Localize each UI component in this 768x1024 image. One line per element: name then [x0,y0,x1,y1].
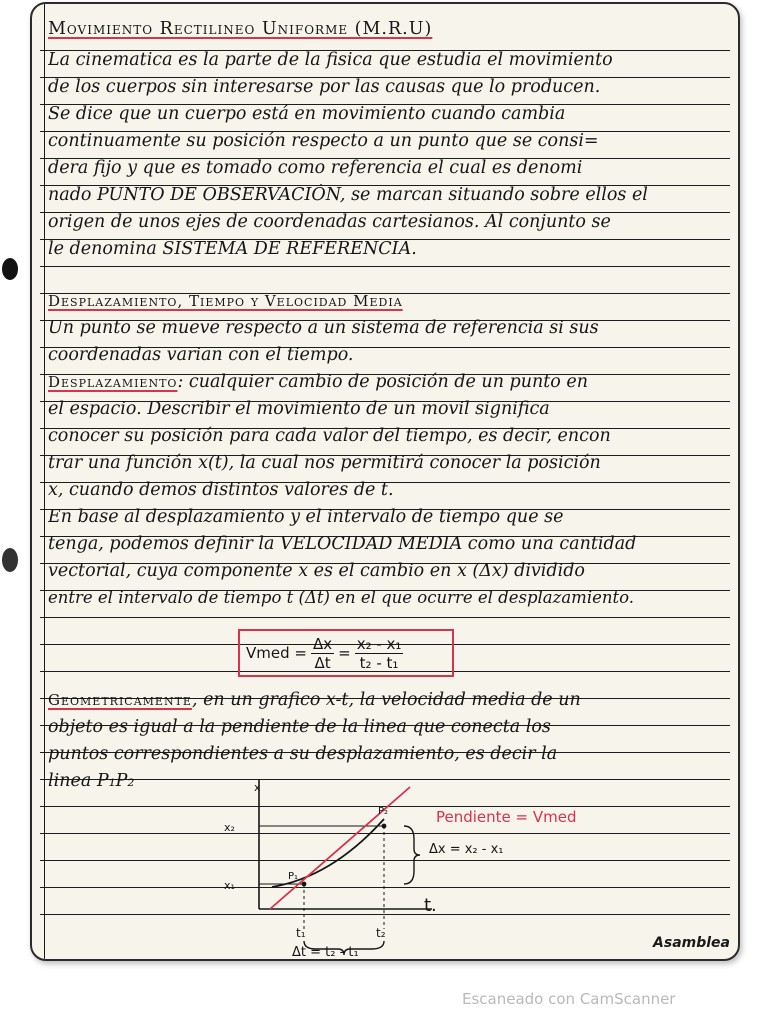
text-line: nado PUNTO DE OBSERVACIÓN, se marcan situando sobre ellos el [48,185,648,205]
text-line [48,689,732,711]
section-heading-text: Desplazamiento, Tiempo y Velocidad Media [48,292,403,310]
title-text: Movimiento Rectilineo Uniforme (M.R.U) [48,19,433,39]
term-desplazamiento: Desplazamiento [48,373,178,391]
p2-label: P₂ [378,806,389,817]
text-line: vectorial, cuya componente x es el cambio en x (Δx) dividido [48,561,585,581]
page-title [48,18,732,40]
formula-frac2-num: x₂ - x₁ [356,634,402,653]
formula-fraction-1 [311,635,334,672]
formula-fraction-2 [355,635,404,672]
text-line: objeto es igual a la pendiente de la linea que conecta los [48,717,551,737]
binder-hole-middle [2,548,18,572]
x2-label: x₂ [224,821,235,834]
t2-label: t₂ [376,926,386,940]
notebook-page [30,2,740,961]
position-time-graph [32,769,738,961]
x-axis-label: t. [424,895,437,916]
scanner-watermark: Escaneado con CamScanner [462,990,676,1008]
formula-equals: = [338,644,351,662]
text-line: conocer su posición para cada valor del tiempo, es decir, encon [48,426,611,446]
text-line: x, cuando demos distintos valores de t. [48,480,394,500]
brand-logo: Asamblea [653,935,730,951]
text-line: En base al desplazamiento y el intervalo de tiempo que se [48,507,564,527]
text-line: entre el intervalo de tiempo t (Δt) en el que ocurre el desplazamiento. [48,588,635,607]
text-line: Se dice que un cuerpo está en movimiento cuando cambia [48,104,566,124]
ruled-line [40,617,730,618]
dx-brace [404,826,420,884]
y-axis-label: x [254,781,261,794]
point-p2 [382,824,387,829]
section-heading [48,290,732,312]
binder-hole-top [2,258,18,280]
text-line: el espacio. Describir el movimiento de un movil significa [48,399,550,419]
text-fragment: : cualquier cambio de posición de un punto en [177,372,589,392]
text-line: tenga, podemos definir la VELOCIDAD MEDIA como una cantidad [48,534,637,554]
text-line [48,371,732,393]
dt-label: Δt = t₂ - t₁ [292,945,359,960]
dx-label: Δx = x₂ - x₁ [429,842,504,857]
secant-line [270,787,410,909]
text-line: linea P₁P₂ [48,771,135,791]
p1-label: P₁ [288,871,299,882]
formula-box [238,629,454,677]
t1-label: t₁ [296,926,306,940]
text-line: le denomina SISTEMA DE REFERENCIA. [48,239,417,259]
text-line: puntos correspondientes a su desplazamiento, es decir la [48,744,558,764]
text-line: origen de unos ejes de coordenadas cartesianos. Al conjunto se [48,212,611,232]
text-line: coordenadas varian con el tiempo. [48,345,354,365]
text-line: La cinematica es la parte de la fisica que estudia el movimiento [48,50,613,70]
text-line: continuamente su posición respecto a un punto que se consi= [48,131,599,151]
slope-label: Pendiente = Vmed [436,808,577,826]
text-fragment: , en un grafico x-t, la velocidad media de un [191,690,581,710]
term-geometricamente: Geometricamente [48,691,192,709]
text-line: trar una función x(t), la cual nos permitirá conocer la posición [48,453,601,473]
text-line: de los cuerpos sin interesarse por las causas que lo producen. [48,77,601,97]
text-line: dera fijo y que es tomado como referencia el cual es denomi [48,158,583,178]
formula-lhs: Vmed = [246,644,307,662]
formula-frac2-den: t₂ - t₁ [359,653,399,672]
point-p1 [302,882,307,887]
text-line: Un punto se mueve respecto a un sistema de referencia si sus [48,318,599,338]
formula-frac1-num: Δx [312,634,333,653]
x1-label: x₁ [224,879,235,892]
formula-frac1-den: Δt [314,653,331,672]
ruled-line [40,266,730,267]
